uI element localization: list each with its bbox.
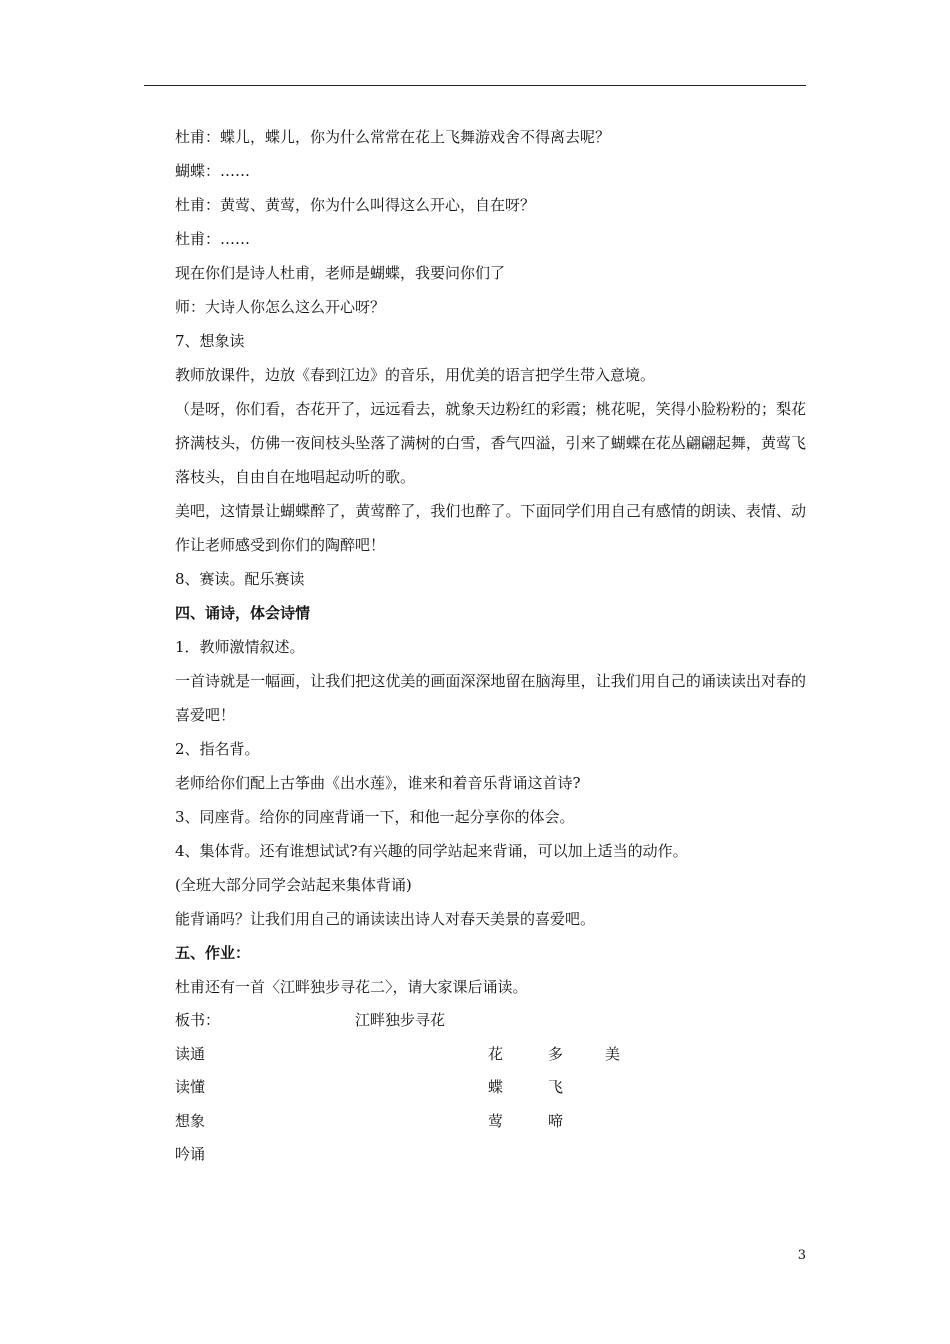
board-word: 多 [548,1044,564,1063]
board-title-row [144,1004,806,1038]
board-notes [144,1004,806,1172]
paragraph: 老师给你们配上古筝曲《出水莲》，谁来和着音乐背诵这首诗? [175,774,581,792]
board-row [144,1071,806,1105]
board-step: 吟诵 [175,1145,206,1163]
board-step: 想象 [175,1111,206,1130]
board-word: 啼 [548,1111,564,1130]
dialogue-line: 蝴蝶：…… [175,162,251,180]
header-rule [144,85,806,86]
section-heading: 四、诵诗，体会诗情 [175,604,311,622]
paragraph: 3、同座背。给你的同座背诵一下，和他一起分享你的体会。 [175,808,575,826]
paragraph: 能背诵吗？让我们用自己的诵读读出诗人对春天美景的喜爱吧。 [175,910,596,928]
board-row [144,1105,806,1139]
paragraph: 教师放课件，边放《春到江边》的音乐，用优美的语言把学生带入意境。 [175,366,656,384]
step-heading: 1．教师激情叙述。 [175,638,305,656]
board-word: 美 [605,1044,621,1063]
dialogue-line: 杜甫：…… [175,230,251,248]
page-number: 3 [797,1248,806,1263]
document-body [144,120,806,1172]
dialogue-line: 杜甫：蝶儿，蝶儿，你为什么常常在花上飞舞游戏舍不得离去呢？ [175,128,611,146]
paragraph: 一首诗就是一幅画，让我们把这优美的画面深深地留在脑海里，让我们用自己的诵读读出对春的喜爱吧！ [175,672,806,724]
paragraph: 杜甫还有一首〈江畔独步寻花二〉，请大家课后诵读。 [175,978,528,996]
paragraph: 美吧，这情景让蝴蝶醉了，黄莺醉了，我们也醉了。下面同学们用自己有感情的朗读、表情、动作让老师感受到你们的陶醉吧！ [175,502,806,554]
board-word: 花 [488,1044,504,1063]
step-heading: 7、想象读 [175,332,245,350]
step-heading: 2、指名背。 [175,740,260,758]
board-step: 读懂 [175,1078,206,1096]
board-title: 江畔独步寻花 [355,1011,446,1029]
board-word: 莺 [488,1111,504,1130]
dialogue-line: 杜甫：黄莺、黄莺，你为什么叫得这么开心，自在呀？ [175,196,536,214]
board-word: 蝶 [488,1078,504,1096]
board-word: 飞 [548,1078,564,1096]
section-heading: 五、作业： [175,944,251,962]
paragraph: 4、集体背。还有谁想试试?有兴趣的同学站起来背诵，可以加上适当的动作。 [175,842,688,860]
paragraph: （是呀，你们看，杏花开了，远远看去，就象天边粉红的彩霞；桃花呢，笑得小脸粉粉的；梨花挤满枝头，仿佛一夜间枝头坠落了满树的白雪，香气四溢，引来了蝴蝶在花丛翩翩起舞，黄莺飞落枝头，自由自在地唱起动听的歌。 [175,400,806,486]
board-label: 板书： [175,1011,221,1029]
dialogue-line: 师：大诗人你怎么这么开心呀？ [175,298,386,316]
step-heading: 8、赛读。配乐赛读 [175,570,305,588]
board-row [144,1138,806,1172]
paragraph: (全班大部分同学会站起来集体背诵) [175,876,412,894]
board-row [144,1038,806,1072]
board-step: 读通 [175,1044,206,1063]
paragraph: 现在你们是诗人杜甫，老师是蝴蝶，我要问你们了 [175,264,506,282]
